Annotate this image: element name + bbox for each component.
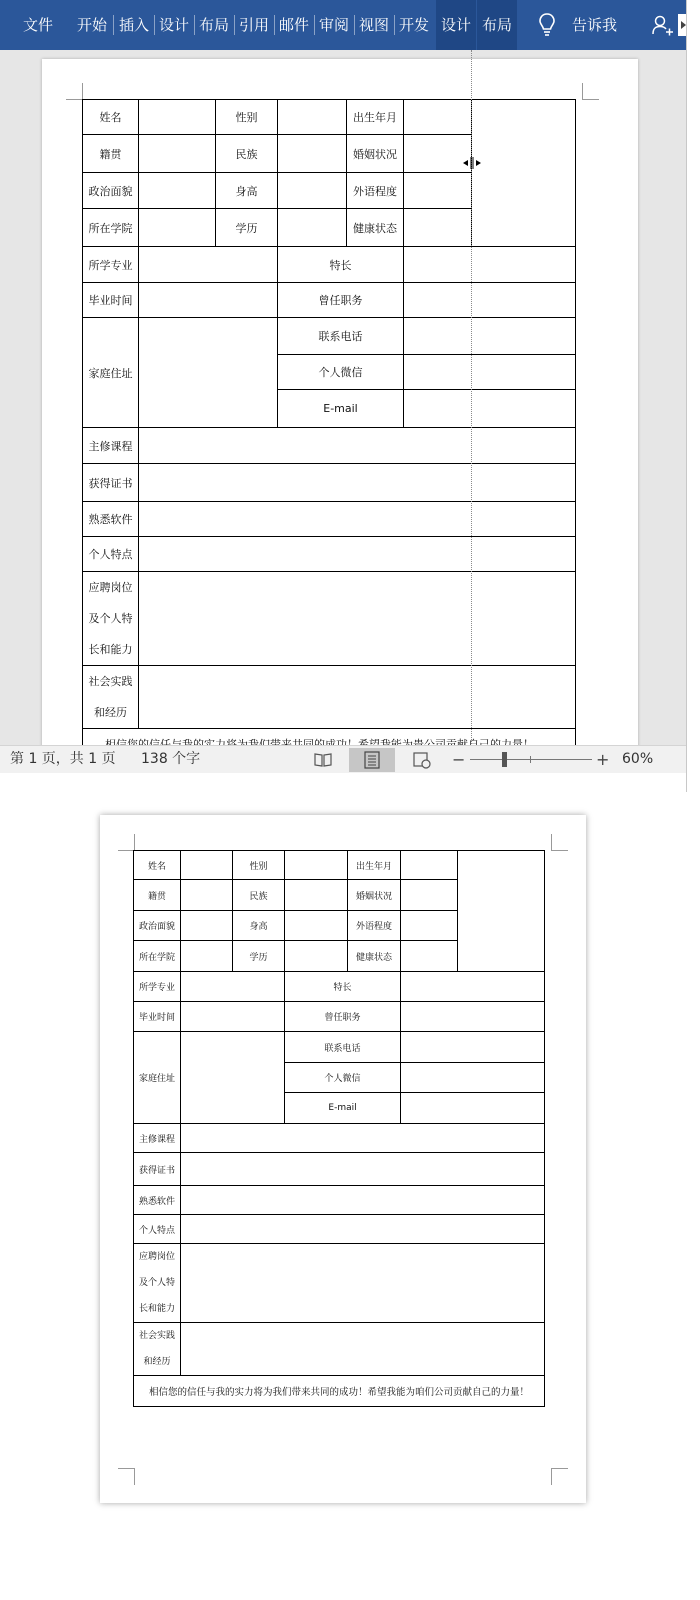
cell-marital-value [401, 880, 458, 911]
cell-birth-value[interactable] [404, 100, 472, 135]
label-graduation-time: 毕业时间 [83, 283, 139, 318]
label-certificates: 获得证书 [134, 1153, 181, 1186]
label-line: 和经历 [143, 1357, 171, 1367]
label-software: 熟悉软件 [134, 1186, 181, 1215]
cell-address-value[interactable] [139, 318, 278, 428]
ribbon-scroll-right-icon[interactable] [678, 14, 687, 36]
cell-language-value [401, 911, 458, 941]
zoom-slider[interactable] [470, 759, 592, 760]
label-email: E-mail [285, 1093, 401, 1124]
label-line: 社会实践 [138, 1331, 175, 1341]
label-former-positions: 曾任职务 [278, 283, 404, 318]
cell-address-value [181, 1032, 285, 1124]
label-ethnicity: 民族 [233, 880, 285, 911]
label-home-address: 家庭住址 [83, 318, 139, 428]
margin-corner [118, 1468, 135, 1485]
label-line: 应聘岗位 [88, 581, 133, 594]
label-wechat: 个人微信 [285, 1063, 401, 1093]
cell-traits-value [181, 1215, 545, 1244]
label-home-address: 家庭住址 [134, 1032, 181, 1124]
cell-specialty-value [401, 972, 545, 1002]
zoom-slider-thumb[interactable] [502, 752, 507, 767]
label-line: 和经历 [94, 706, 127, 719]
cell-name-value[interactable] [139, 100, 216, 135]
label-line: 及个人特 [88, 612, 133, 625]
tab-layout[interactable]: 布局 [198, 16, 229, 34]
page-icon [349, 748, 395, 772]
column-resize-cursor-icon [463, 157, 481, 169]
margin-corner [582, 83, 599, 100]
cell-graduation-value [181, 1002, 285, 1032]
label-birth: 出生年月 [348, 851, 401, 880]
tab-review[interactable]: 审阅 [318, 16, 349, 34]
cell-health-value [401, 941, 458, 972]
cell-college-value [181, 941, 233, 972]
label-wechat: 个人微信 [278, 355, 404, 390]
tab-table-layout[interactable]: 布局 [477, 0, 517, 50]
cell-certificates-value[interactable] [139, 464, 576, 502]
ribbon [0, 0, 686, 50]
cell-email-value [401, 1093, 545, 1124]
zoom-slider-midmark [530, 756, 531, 763]
label-position-abilities [134, 1244, 181, 1323]
cell-positions-value[interactable] [404, 283, 576, 318]
label-political-status: 政治面貌 [83, 173, 139, 209]
label-education: 学历 [216, 209, 278, 247]
cell-major-value [181, 972, 285, 1002]
label-specialty: 特长 [285, 972, 401, 1002]
cell-specialty-value[interactable] [404, 247, 576, 283]
label-position-abilities [83, 572, 139, 666]
cell-ethnicity-value [285, 880, 348, 911]
cell-ethnicity-value[interactable] [278, 135, 347, 173]
cell-software-value [181, 1186, 545, 1215]
label-marital-status: 婚姻状况 [348, 880, 401, 911]
label-education: 学历 [233, 941, 285, 972]
tab-home[interactable]: 开始 [76, 16, 107, 34]
label-ethnicity: 民族 [216, 135, 278, 173]
label-health: 健康状态 [347, 209, 404, 247]
tab-developer[interactable]: 开发 [398, 16, 429, 34]
cell-marital-value[interactable] [404, 135, 472, 173]
read-mode-button[interactable] [300, 748, 346, 772]
tell-me-search[interactable]: 告诉我 [572, 16, 618, 34]
zoom-level[interactable]: 60% [622, 751, 654, 767]
cell-native-place-value[interactable] [139, 135, 216, 173]
tab-design[interactable]: 设计 [158, 16, 189, 34]
cell-courses-value[interactable] [139, 428, 576, 464]
cell-software-value[interactable] [139, 502, 576, 537]
tab-references[interactable]: 引用 [238, 16, 269, 34]
cell-native-place-value [181, 880, 233, 911]
status-bar [0, 745, 686, 774]
web-layout-icon [398, 748, 444, 772]
label-phone: 联系电话 [285, 1032, 401, 1063]
margin-corner [551, 1468, 568, 1485]
label-gender: 性别 [216, 100, 278, 135]
cell-college-value[interactable] [139, 209, 216, 247]
label-social-practice [83, 666, 139, 729]
cell-language-value[interactable] [404, 173, 472, 209]
label-specialty: 特长 [278, 247, 404, 283]
cell-certificates-value [181, 1153, 545, 1186]
label-line: 长和能力 [88, 643, 133, 656]
label-political-status: 政治面貌 [134, 911, 181, 941]
cell-major-value[interactable] [139, 247, 278, 283]
label-former-positions: 曾任职务 [285, 1002, 401, 1032]
cell-height-value [285, 911, 348, 941]
window-bottom-edge [0, 773, 686, 792]
label-foreign-language: 外语程度 [348, 911, 401, 941]
tab-file[interactable]: 文件 [22, 16, 53, 34]
cell-email-value[interactable] [404, 390, 576, 428]
cell-phone-value [401, 1032, 545, 1063]
label-name: 姓名 [134, 851, 181, 880]
label-main-courses: 主修课程 [83, 428, 139, 464]
print-preview-page [100, 815, 586, 1503]
label-foreign-language: 外语程度 [347, 173, 404, 209]
label-main-courses: 主修课程 [134, 1124, 181, 1153]
label-certificates: 获得证书 [83, 464, 139, 502]
tab-mailings[interactable]: 邮件 [278, 16, 309, 34]
label-personal-traits: 个人特点 [83, 537, 139, 572]
margin-corner [118, 834, 135, 851]
tab-insert[interactable]: 插入 [118, 16, 149, 34]
cell-education-value[interactable] [278, 209, 347, 247]
cell-graduation-value[interactable] [139, 283, 278, 318]
label-major: 所学专业 [134, 972, 181, 1002]
zoom-out-button[interactable]: − [452, 750, 466, 769]
cell-social-value [181, 1323, 545, 1376]
resume-table[interactable] [82, 99, 576, 759]
cell-education-value [285, 941, 348, 972]
label-college: 所在学院 [134, 941, 181, 972]
tab-view[interactable]: 视图 [358, 16, 389, 34]
cell-wechat-value [401, 1063, 545, 1093]
cell-health-value[interactable] [404, 209, 472, 247]
label-gender: 性别 [233, 851, 285, 880]
cell-position-value[interactable] [139, 572, 576, 666]
cell-height-value[interactable] [278, 173, 347, 209]
zoom-in-button[interactable]: + [596, 750, 610, 769]
label-birth: 出生年月 [347, 100, 404, 135]
cell-wechat-value[interactable] [404, 355, 576, 390]
label-health: 健康状态 [348, 941, 401, 972]
label-line: 应聘岗位 [138, 1252, 175, 1262]
cell-gender-value[interactable] [278, 100, 347, 135]
cell-phone-value[interactable] [404, 318, 576, 355]
cell-political-value [181, 911, 233, 941]
label-college: 所在学院 [83, 209, 139, 247]
label-graduation-time: 毕业时间 [134, 1002, 181, 1032]
cell-position-value [181, 1244, 545, 1323]
margin-corner [551, 834, 568, 851]
label-height: 身高 [216, 173, 278, 209]
label-software: 熟悉软件 [83, 502, 139, 537]
document-page[interactable] [42, 59, 638, 767]
cell-social-value[interactable] [139, 666, 576, 729]
resume-table-preview [133, 850, 545, 1407]
label-major: 所学专业 [83, 247, 139, 283]
label-native-place: 籍贯 [83, 135, 139, 173]
cell-courses-value [181, 1124, 545, 1153]
label-personal-traits: 个人特点 [134, 1215, 181, 1244]
label-phone: 联系电话 [278, 318, 404, 355]
web-layout-button[interactable] [398, 748, 444, 772]
label-native-place: 籍贯 [134, 880, 181, 911]
label-social-practice [134, 1323, 181, 1376]
footer-statement: 相信您的信任与我的实力将为我们带来共同的成功！希望我能为咱们公司贡献自己的力量！ [134, 1376, 545, 1407]
cell-gender-value [285, 851, 348, 880]
lightbulb-icon[interactable] [538, 12, 556, 38]
label-email: E-mail [278, 390, 404, 428]
label-name: 姓名 [83, 100, 139, 135]
label-height: 身高 [233, 911, 285, 941]
column-resize-guide [471, 50, 472, 746]
label-line: 及个人特 [138, 1278, 175, 1288]
print-layout-button[interactable] [349, 748, 395, 772]
label-line: 社会实践 [88, 675, 133, 688]
cell-name-value [181, 851, 233, 880]
book-icon [300, 748, 346, 772]
cell-political-value[interactable] [139, 173, 216, 209]
margin-corner [66, 83, 83, 100]
cell-positions-value [401, 1002, 545, 1032]
label-line: 长和能力 [138, 1304, 175, 1314]
word-count[interactable]: 138 个字 [141, 751, 201, 767]
tab-table-design[interactable]: 设计 [436, 0, 476, 50]
cell-birth-value [401, 851, 458, 880]
word-window [0, 0, 687, 792]
page-count[interactable]: 第 1 页，共 1 页 [10, 751, 116, 767]
cell-photo [458, 851, 545, 972]
person-add-icon[interactable] [652, 14, 674, 36]
label-marital-status: 婚姻状况 [347, 135, 404, 173]
cell-traits-value[interactable] [139, 537, 576, 572]
cell-photo[interactable] [472, 100, 576, 247]
